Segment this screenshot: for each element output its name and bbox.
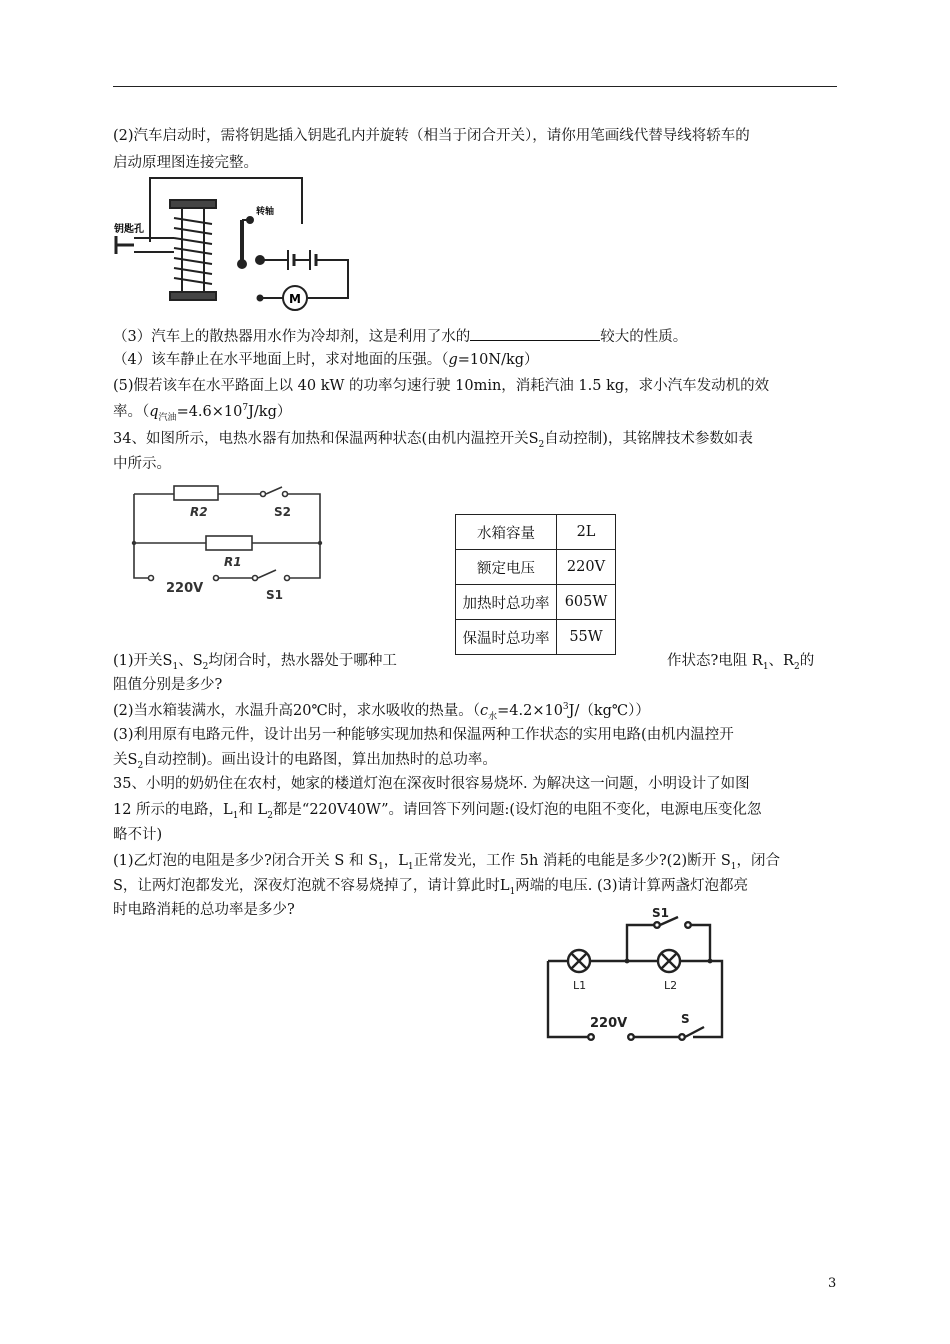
header-rule: [113, 86, 837, 87]
motor-label: M: [289, 292, 301, 306]
key-slot-label: 钥匙孔: [114, 224, 144, 235]
r1-label: R1: [224, 555, 242, 569]
voltage-label: 220V: [166, 581, 204, 596]
q35-line3: 略不计): [113, 827, 163, 843]
page-number: 3: [828, 1276, 837, 1291]
q33-part2-line2: 启动原理图连接完整。: [113, 155, 258, 171]
r2-label: R2: [190, 505, 208, 519]
stairway-lamp-circuit-diagram: [540, 905, 740, 1047]
l1-lamp-label: L1: [573, 979, 587, 992]
q35-line2: 12 所示的电路，$L_1$和 $L_2$都是“220V40W”。请回答下列问题:(设灯泡的电阻不变化，电源电压变化忽: [113, 802, 762, 821]
q34-line2: 中所示。: [113, 456, 171, 472]
pivot-label: 转轴: [256, 207, 275, 217]
q34-part1-right: 作状态?电阻 $R_1$、$R_2$的: [667, 653, 815, 672]
q34-part1-line2: 阻值分别是多少?: [113, 677, 223, 693]
q33-part2-line1: (2)汽车启动时，需将钥匙插入钥匙孔内并旋转（相当于闭合开关），请你用笔画线代替导线将轿车的: [113, 128, 750, 144]
q35-line1: 35、小明的奶奶住在农村，她家的楼道灯泡在深夜时很容易烧坏. 为解决这一问题，小明设计了如图: [113, 776, 750, 792]
q33-part4: （4）该车静止在水平地面上时，求对地面的压强。（g=10N/kg）: [113, 352, 539, 368]
q35-line6: 时电路消耗的总功率是多少?: [113, 902, 295, 918]
water-heater-circuit-diagram: [126, 482, 331, 602]
q33-part5-line2: 率。$(q_{汽油}=4.6\times 10^7J/kg)$: [113, 403, 292, 423]
voltage-label: 220V: [590, 1016, 628, 1031]
table-row: 加热时总功率 605W: [456, 585, 616, 620]
q34-line1: 34、如图所示，电热水器有加热和保温两种状态(由机内温控开关$S_2$自动控制)，其铭牌技术参数如表: [113, 431, 753, 450]
q34-part3-line1: (3)利用原有电路元件，设计出另一种能够实现加热和保温两种工作状态的实用电路(由机内温控开: [113, 727, 734, 743]
l2-lamp-label: L2: [664, 979, 678, 992]
car-starter-circuit-diagram: [112, 172, 357, 312]
s-switch-label: S: [681, 1012, 690, 1026]
q34-part1-left: (1)开关$S_1$、$S_2$均闭合时，热水器处于哪种工: [113, 653, 397, 672]
q34-part2: (2)当水箱装满水，水温升高20℃时，求水吸收的热量。$(c_水=4.2\times 10^3J/(kg℃))$: [113, 702, 650, 722]
nameplate-spec-table: [455, 514, 616, 655]
table-row: 保温时总功率 55W: [456, 620, 616, 655]
q34-part3-line2: 关$S_2$自动控制)。画出设计的电路图，算出加热时的总功率。: [113, 752, 497, 771]
s1-label: S1: [266, 588, 283, 602]
q35-line4: (1)乙灯泡的电阻是多少?闭合开关 S 和 $S_1$，$L_1$正常发光，工作 5h 消耗的电能是多少?(2)断开 $S_1$，闭合: [113, 853, 780, 872]
answer-blank[interactable]: [470, 326, 600, 341]
q33-part3: （3）汽车上的散热器用水作为冷却剂，这是利用了水的 较大的性质。: [113, 326, 687, 347]
table-row: 水箱容量 2L: [456, 515, 616, 550]
q35-line5: S，让两灯泡都发光，深夜灯泡就不容易烧掉了，请计算此时$L_1$两端的电压. (3)请计算两盏灯泡都亮: [113, 878, 749, 897]
s2-label: S2: [274, 505, 291, 519]
q33-part5-line1: (5)假若该车在水平路面上以 40 kW 的功率匀速行驶 10min，消耗汽油 1.5 kg，求小汽车发动机的效: [113, 378, 770, 394]
s1-switch-label: S1: [652, 906, 669, 920]
table-row: 额定电压 220V: [456, 550, 616, 585]
